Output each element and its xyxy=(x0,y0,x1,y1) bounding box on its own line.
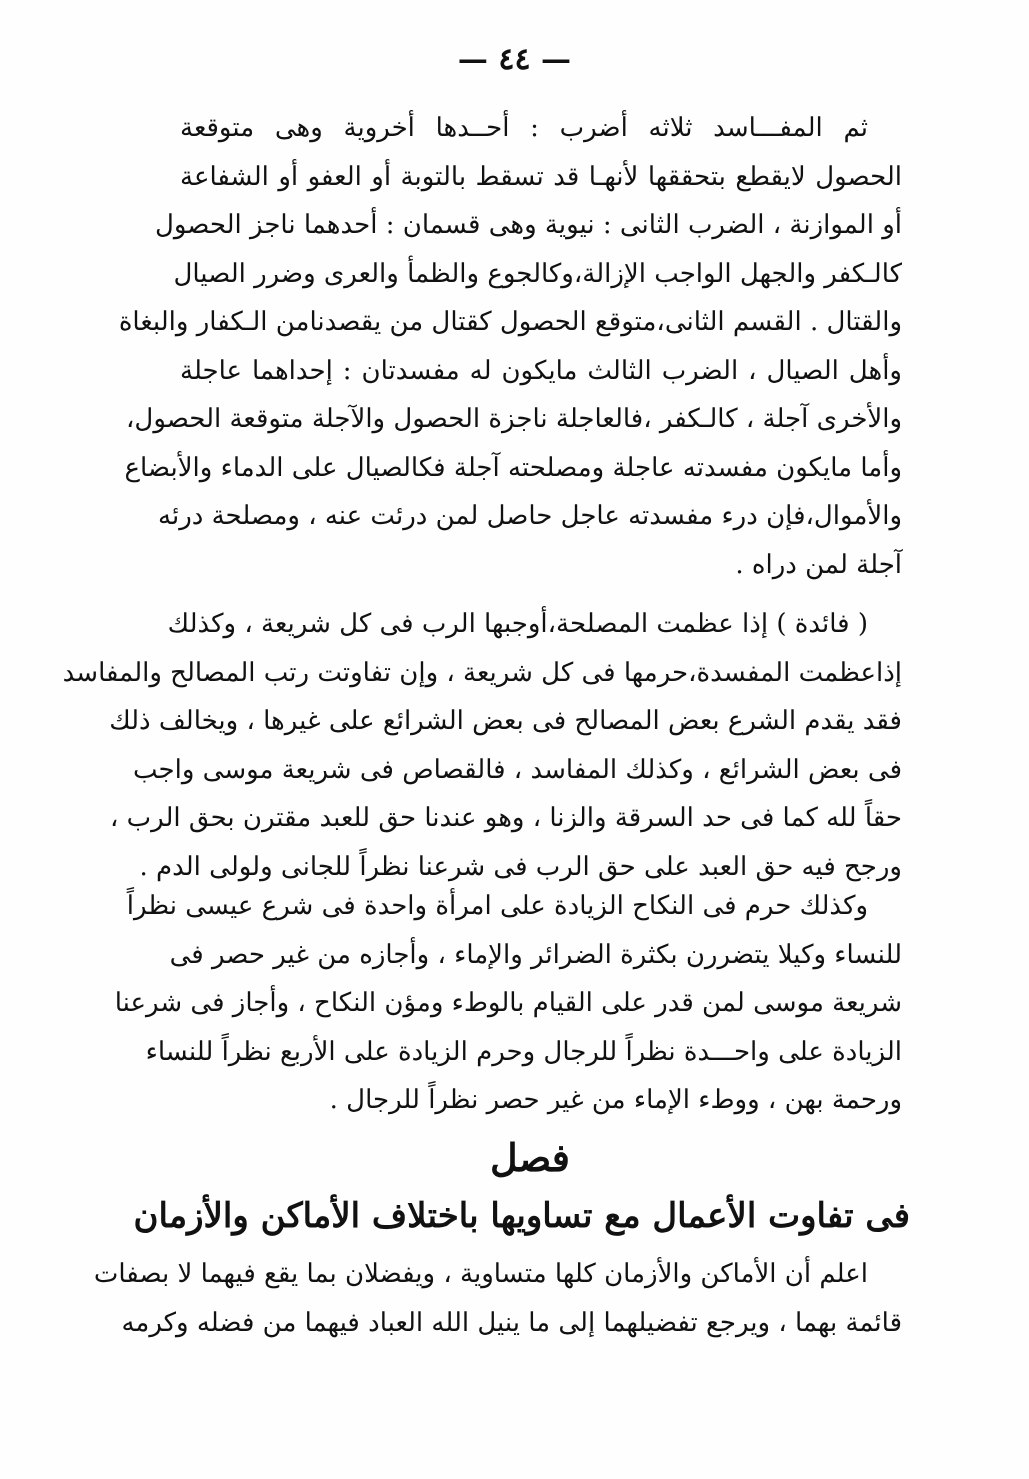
text-line: الحصول لايقطع بتحققها لأنهـا قد تسقط بالتوبة أو العفو أو الشفاعة xyxy=(180,161,902,192)
text-line: حقاً لله كما فى حد السرقة والزنا ، وهو عندنا حق للعبد مقترن بحق الرب ، xyxy=(110,803,902,833)
text-line: والأخرى آجلة ، كالـكفر ،فالعاجلة ناجزة الحصول والآجلة متوقعة الحصول، xyxy=(126,404,902,434)
section-title: فصل xyxy=(490,1135,570,1180)
page-number: — ٤٤ — xyxy=(457,42,572,77)
text-line: قائمة بهما ، ويرجع تفضيلهما إلى ما ينيل الله العباد فيهما من فضله وكرمه xyxy=(121,1307,902,1338)
text-line: كالـكفر والجهل الواجب الإزالة،وكالجوع والظمأ والعرى وضرر الصيال xyxy=(173,258,902,289)
section-subtitle: فى تفاوت الأعمال مع تساويها باختلاف الأماكن والأزمان xyxy=(133,1196,910,1236)
paragraph-3 xyxy=(114,882,902,1125)
text-line: وأهل الصيال ، الضرب الثالث مايكون له مفسدتان : إحداهما عاجلة xyxy=(180,355,902,386)
text-line: ورجح فيه حق العبد على حق الرب فى شرعنا نظراً للجانى ولولى الدم . xyxy=(139,851,902,882)
text-line: فقد يقدم الشرع بعض المصالح فى بعض الشرائع على غيرها ، ويخالف ذلك xyxy=(109,706,902,736)
text-line: شريعة موسى لمن قدر على القيام بالوطء ومؤن النكاح ، وأجاز فى شرعنا xyxy=(114,988,902,1018)
text-line: والأموال،فإن درء مفسدته عاجل حاصل لمن درئت عنه ، ومصلحة درئه xyxy=(158,501,902,531)
text-line: فى بعض الشرائع ، وكذلك المفاسد ، فالقصاص فى شريعة موسى واجب xyxy=(133,754,902,785)
text-line: ( فائدة ) إذا عظمت المصلحة،أوجبها الرب فى كل شريعة ، وكذلك xyxy=(167,609,868,639)
paragraph-2 xyxy=(62,600,902,891)
text-line: اعلم أن الأماكن والأزمان كلها متساوية ، ويفضلان بما يقع فيهما لا بصفات xyxy=(93,1259,868,1289)
paragraph-1 xyxy=(118,104,902,589)
paragraph-4 xyxy=(93,1250,902,1347)
text-line: ثم المفـــاسد ثلاثه أضرب : أحــدها أخروية وهى متوقعة xyxy=(180,113,868,143)
text-line: وأما مايكون مفسدته عاجلة ومصلحته آجلة فكالصيال على الدماء والأبضاع xyxy=(124,452,902,483)
text-line: للنساء وكيلا يتضررن بكثرة الضرائر والإماء ، وأجازه من غير حصر فى xyxy=(169,939,902,970)
text-line: ورحمة بهن ، ووطء الإماء من غير حصر نظراً للرجال . xyxy=(329,1085,902,1115)
text-line: الزيادة على واحـــدة نظراً للرجال وحرم الزيادة على الأربع نظراً للنساء xyxy=(145,1036,902,1067)
text-line: أو الموازنة ، الضرب الثانى : نيوية وهى قسمان : أحدهما ناجز الحصول xyxy=(154,210,902,240)
text-line: والقتال . القسم الثانى،متوقع الحصول كقتال من يقصدنامن الـكفار والبغاة xyxy=(118,307,902,337)
text-line: وكذلك حرم فى النكاح الزيادة على امرأة واحدة فى شرع عيسى نظراً xyxy=(126,891,868,921)
text-line: آجلة لمن دراه . xyxy=(735,549,902,580)
text-line: إذاعظمت المفسدة،حرمها فى كل شريعة ، وإن تفاوتت رتب المصالح والمفاسد xyxy=(62,657,902,688)
